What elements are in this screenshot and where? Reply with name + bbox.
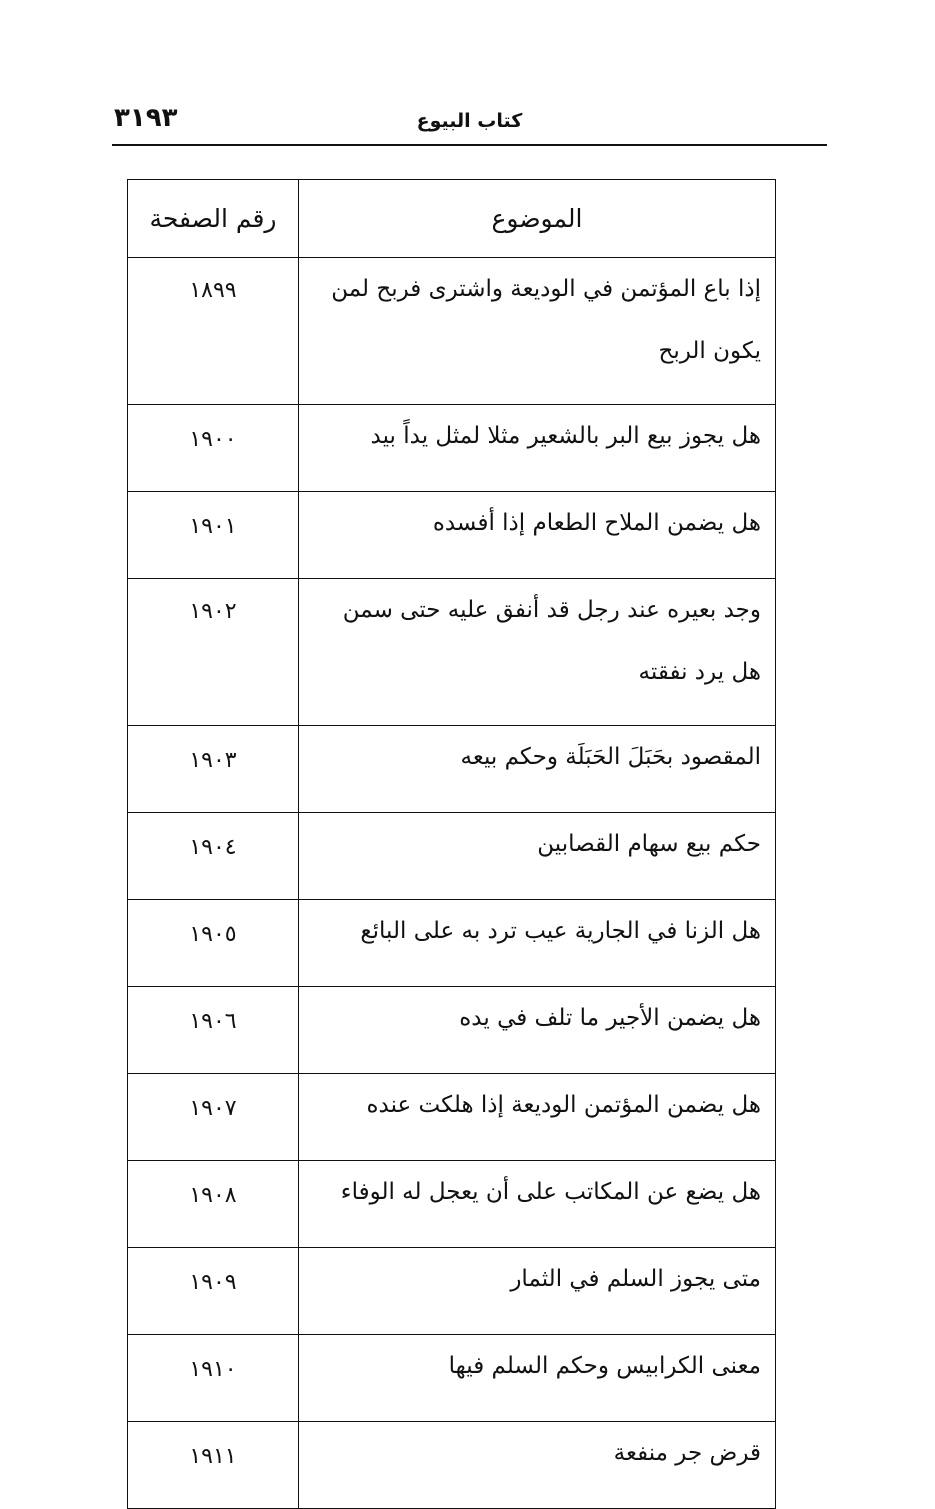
- table-row: [128, 492, 776, 579]
- table-row: [128, 1161, 776, 1248]
- page-number-cell: ١٩٠٠: [128, 405, 299, 492]
- table-row: [128, 1335, 776, 1422]
- topic-cell: إذا باع المؤتمن في الوديعة واشترى فربح لمن يكون الربح: [299, 258, 776, 405]
- table-row: [128, 987, 776, 1074]
- topic-cell: المقصود بحَبَلَ الحَبَلَة وحكم بيعه: [299, 726, 776, 813]
- table-row: [128, 900, 776, 987]
- page-number-cell: ١٩٠١: [128, 492, 299, 579]
- page-number-cell: ١٩٠٣: [128, 726, 299, 813]
- topic-cell: متى يجوز السلم في الثمار: [299, 1248, 776, 1335]
- page-number-cell: ١٩٠٦: [128, 987, 299, 1074]
- topic-cell: هل يضمن الأجير ما تلف في يده: [299, 987, 776, 1074]
- topic-cell: هل يضمن المؤتمن الوديعة إذا هلكت عنده: [299, 1074, 776, 1161]
- page-header: [112, 100, 827, 146]
- index-table: [127, 179, 776, 1509]
- table-row: [128, 405, 776, 492]
- topic-cell: هل يجوز بيع البر بالشعير مثلا لمثل يداً بيد: [299, 405, 776, 492]
- topic-cell: هل يضمن الملاح الطعام إذا أفسده: [299, 492, 776, 579]
- table-row: [128, 1248, 776, 1335]
- table-row: [128, 579, 776, 726]
- page-number-cell: ١٩٠٥: [128, 900, 299, 987]
- page-number-cell: ١٨٩٩: [128, 258, 299, 405]
- page-number-cell: ١٩٠٤: [128, 813, 299, 900]
- table-row: [128, 726, 776, 813]
- page-number-cell: ١٩٠٨: [128, 1161, 299, 1248]
- topic-cell: قرض جر منفعة: [299, 1422, 776, 1509]
- page-number-cell: ١٩٠٧: [128, 1074, 299, 1161]
- table-header-row: [128, 180, 776, 258]
- table-row: [128, 813, 776, 900]
- topic-cell: وجد بعيره عند رجل قد أنفق عليه حتى سمن هل يرد نفقته: [299, 579, 776, 726]
- topic-cell: هل الزنا في الجارية عيب ترد به على البائع: [299, 900, 776, 987]
- page-number: ٣١٩٣: [114, 103, 178, 133]
- table-row: [128, 1422, 776, 1509]
- book-title: كتاب البيوع: [416, 110, 523, 132]
- topic-cell: معنى الكرابيس وحكم السلم فيها: [299, 1335, 776, 1422]
- column-header-topic: الموضوع: [299, 180, 776, 258]
- page-number-cell: ١٩١١: [128, 1422, 299, 1509]
- topic-cell: هل يضع عن المكاتب على أن يعجل له الوفاء: [299, 1161, 776, 1248]
- topic-cell: حكم بيع سهام القصابين: [299, 813, 776, 900]
- table-row: [128, 1074, 776, 1161]
- page-number-cell: ١٩٠٢: [128, 579, 299, 726]
- table-body: [128, 258, 776, 1509]
- column-header-page: رقم الصفحة: [128, 180, 299, 258]
- page-number-cell: ١٩١٠: [128, 1335, 299, 1422]
- page-number-cell: ١٩٠٩: [128, 1248, 299, 1335]
- table-row: [128, 258, 776, 405]
